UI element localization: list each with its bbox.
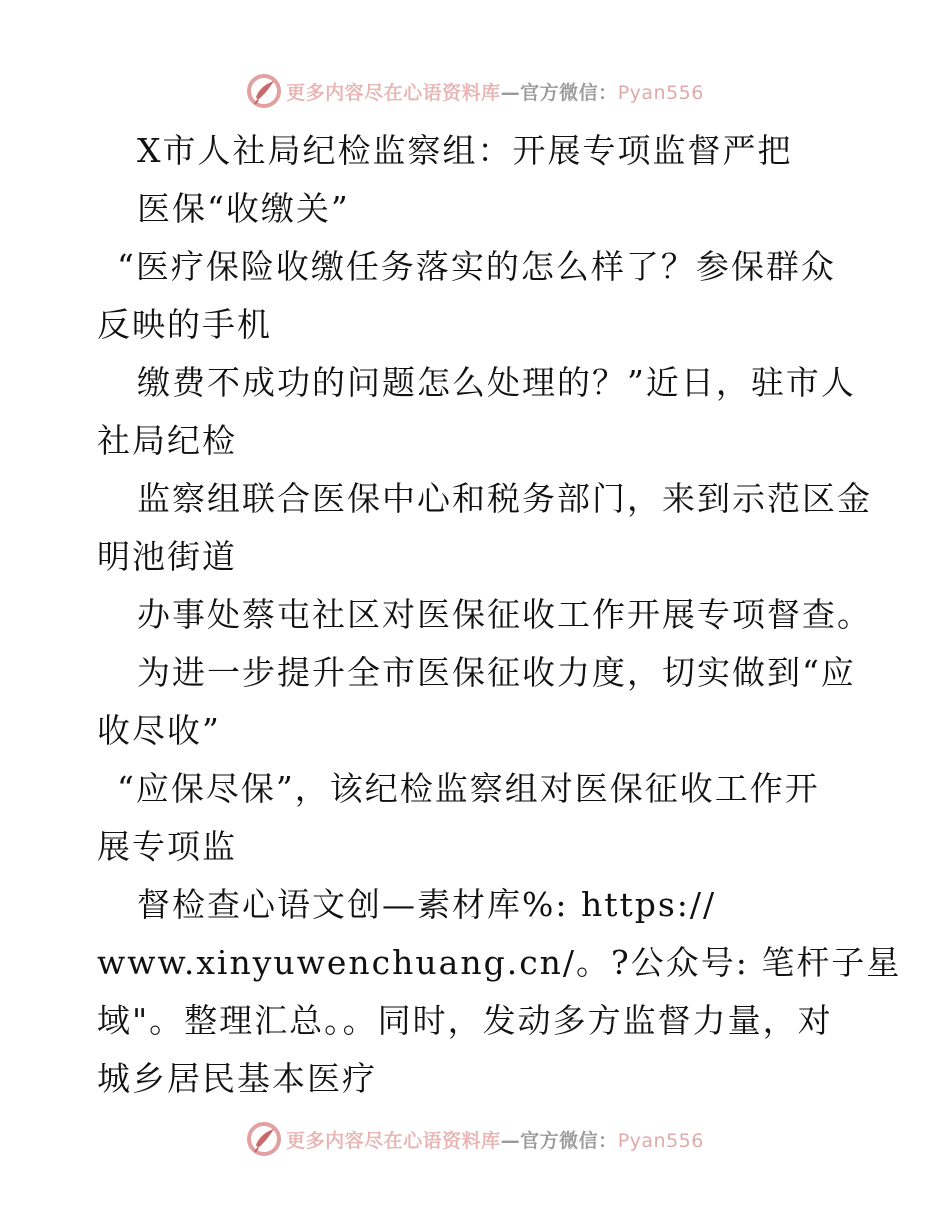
footer-watermark (0, 1119, 950, 1159)
paragraph-line: 缴费不成功的问题怎么处理的？”近日，驻市人 (137, 363, 856, 402)
title-line-1: X市人社局纪检监察组：开展专项监督严把 (137, 131, 793, 170)
paragraph-line: 监察组联合医保中心和税务部门，来到示范区金 (137, 479, 872, 518)
watermark-side-text: —官方微信： (500, 1129, 618, 1152)
paragraph-line: 社局纪检 (97, 421, 237, 460)
paragraph-line: 收尽收” (97, 711, 221, 750)
paragraph-line: 域"。整理汇总。。同时，发动多方监督力量，对 (97, 1001, 833, 1040)
watermark-id-text: Pyan556 (617, 1129, 704, 1152)
watermark-main-text: 更多内容尽在心语资料库 (286, 1129, 501, 1152)
paragraph-line: 为进一步提升全市医保征收力度，切实做到“应 (137, 653, 856, 692)
paragraph-line: 城乡居民基本医疗 (97, 1059, 377, 1098)
watermark-logo-icon (246, 1121, 282, 1157)
paragraph-line: “应保尽保”，该纪检监察组对医保征收工作开 (117, 769, 820, 808)
document-body (97, 122, 902, 1108)
header-watermark (0, 71, 950, 111)
paragraph-line: 督检查心语文创—素材库%: https:// (137, 885, 717, 924)
paragraph-line: 反映的手机 (97, 305, 272, 344)
paragraph-line: 展专项监 (97, 827, 237, 866)
paragraph-line: “医疗保险收缴任务落实的怎么样了？参保群众 (117, 247, 836, 286)
paragraph-line: 明池街道 (97, 537, 237, 576)
watermark-main-text: 更多内容尽在心语资料库 (286, 81, 501, 104)
watermark-side-text: —官方微信： (500, 81, 618, 104)
watermark-id-text: Pyan556 (617, 81, 704, 104)
title-line-2: 医保“收缴关” (137, 189, 350, 228)
watermark-logo-icon (246, 73, 282, 109)
paragraph-line: www.xinyuwenchuang.cn/。?公众号: 笔杆子星 (97, 943, 902, 982)
paragraph-line: 办事处蔡屯社区对医保征收工作开展专项督查。 (137, 595, 872, 634)
